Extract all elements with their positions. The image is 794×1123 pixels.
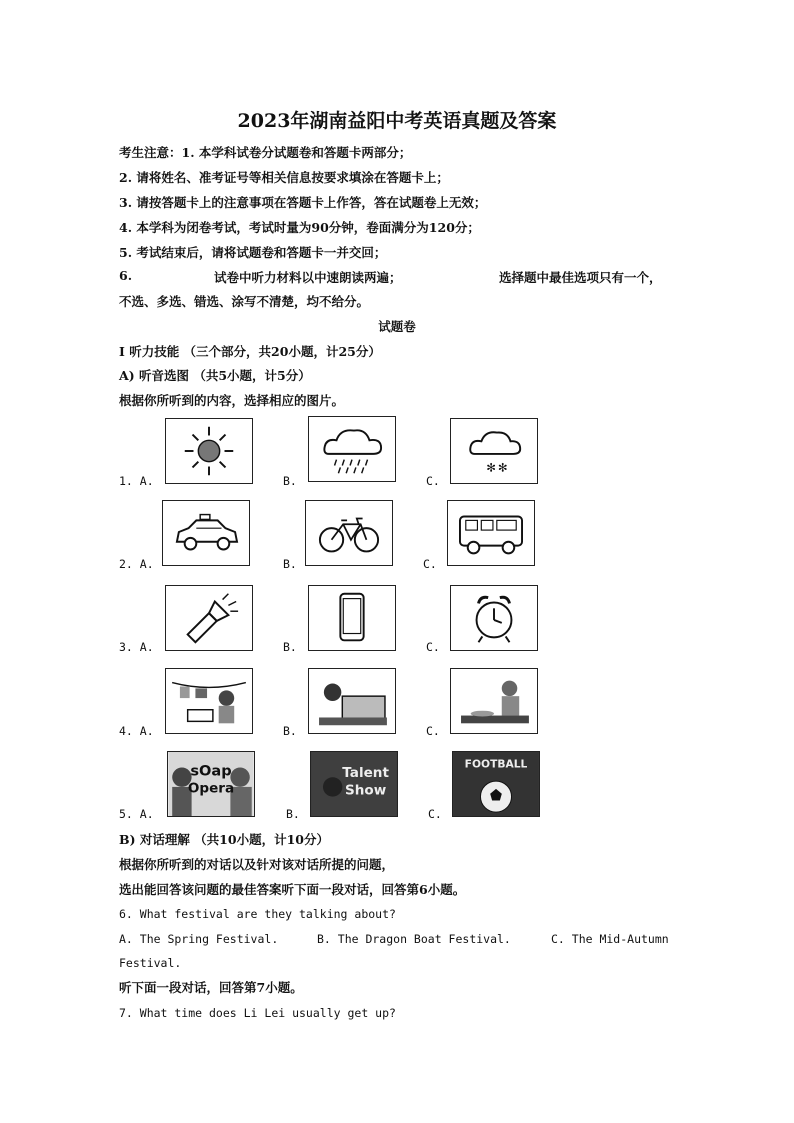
part-b-title: B) 对话理解 （共10小题，计10分） <box>119 832 329 847</box>
notice-line-6-number: 6. <box>119 268 133 283</box>
taxi-icon <box>162 500 250 566</box>
football-poster-text: FOOTBALL <box>464 757 528 771</box>
part-b-instruction-2: 选出能回答该问题的最佳答案听下面一段对话，回答第6小题。 <box>119 882 466 897</box>
cooking-icon <box>450 668 538 734</box>
question-3-label: 3. A. <box>119 640 154 654</box>
question-4-label: 4. A. <box>119 724 154 738</box>
sleeping-icon <box>308 668 396 734</box>
question-6-option-c-continued: Festival. <box>119 956 182 970</box>
question-2-option-b: B. <box>283 557 297 571</box>
svg-text:✻: ✻ <box>486 460 496 475</box>
talent-show-poster <box>310 751 398 817</box>
talent-poster-text-1: Talent <box>342 765 389 782</box>
question-2-label: 2. A. <box>119 557 154 571</box>
question-3-option-c: C. <box>426 640 440 654</box>
page-title: 2023年湖南益阳中考英语真题及答案 <box>237 110 557 132</box>
soap-opera-poster <box>167 751 255 817</box>
question-1-label: 1. A. <box>119 474 154 488</box>
soap-poster-text-2: Opera <box>187 780 235 797</box>
question-2-option-c: C. <box>423 557 437 571</box>
snow-cloud-icon <box>450 418 538 484</box>
question-4-option-c: C. <box>426 724 440 738</box>
question-1-option-b: B. <box>283 474 297 488</box>
notice-line-3: 3. 请按答题卡上的注意事项在答题卡上作答，答在试题卷上无效； <box>119 195 487 210</box>
notice-line-4: 4. 本学科为闭卷考试，考试时量为90分钟，卷面满分为120分； <box>119 220 480 235</box>
rain-cloud-icon <box>308 416 396 482</box>
laundry-icon <box>165 668 253 734</box>
question-5-label: 5. A. <box>119 807 154 821</box>
bicycle-icon <box>305 500 393 566</box>
question-3-option-b: B. <box>283 640 297 654</box>
part-1-title: I 听力技能 （三个部分，共20小题，计25分） <box>119 344 381 359</box>
question-6-option-a: A. The Spring Festival. <box>119 932 279 946</box>
notice-line-2: 2. 请将姓名、准考证号等相关信息按要求填涂在答题卡上； <box>119 170 449 185</box>
question-5-option-b: B. <box>286 807 300 821</box>
question-7-instruction: 听下面一段对话，回答第7小题。 <box>119 980 303 995</box>
question-7-text: 7. What time does Li Lei usually get up? <box>119 1006 396 1020</box>
part-a-instruction: 根据你所听到的内容，选择相应的图片。 <box>119 393 345 408</box>
notice-line-5: 5. 考试结束后，请将试题卷和答题卡一并交回； <box>119 245 387 260</box>
football-poster <box>452 751 540 817</box>
sun-icon <box>165 418 253 484</box>
question-6-option-b: B. The Dragon Boat Festival. <box>317 932 511 946</box>
part-b-instruction-1: 根据你所听到的对话以及针对该对话所提的问题， <box>119 857 395 872</box>
part-a-title: A) 听音选图 （共5小题，计5分） <box>119 368 311 383</box>
question-4-option-b: B. <box>283 724 297 738</box>
notice-line-6-a: 试卷中听力材料以中速朗读两遍； <box>214 270 402 285</box>
alarm-clock-icon <box>450 585 538 651</box>
svg-text:✻: ✻ <box>497 460 508 475</box>
tablet-icon <box>308 585 396 651</box>
question-6-text: 6. What festival are they talking about? <box>119 907 396 921</box>
bus-icon <box>447 500 535 566</box>
soap-poster-text-1: sOap <box>190 763 232 780</box>
notice-line-6-b: 选择题中最佳选项只有一个， <box>499 270 662 285</box>
talent-poster-text-2: Show <box>344 782 387 799</box>
question-5-option-c: C. <box>428 807 442 821</box>
section-label: 试题卷 <box>378 319 416 334</box>
notice-line-1: 考生注意：1. 本学科试卷分试题卷和答题卡两部分； <box>119 145 412 160</box>
flashlight-icon <box>165 585 253 651</box>
question-1-option-c: C. <box>426 474 440 488</box>
question-6-option-c: C. The Mid-Autumn <box>551 932 669 946</box>
notice-line-7: 不选、多选、错选、涂写不清楚，均不给分。 <box>119 294 370 309</box>
